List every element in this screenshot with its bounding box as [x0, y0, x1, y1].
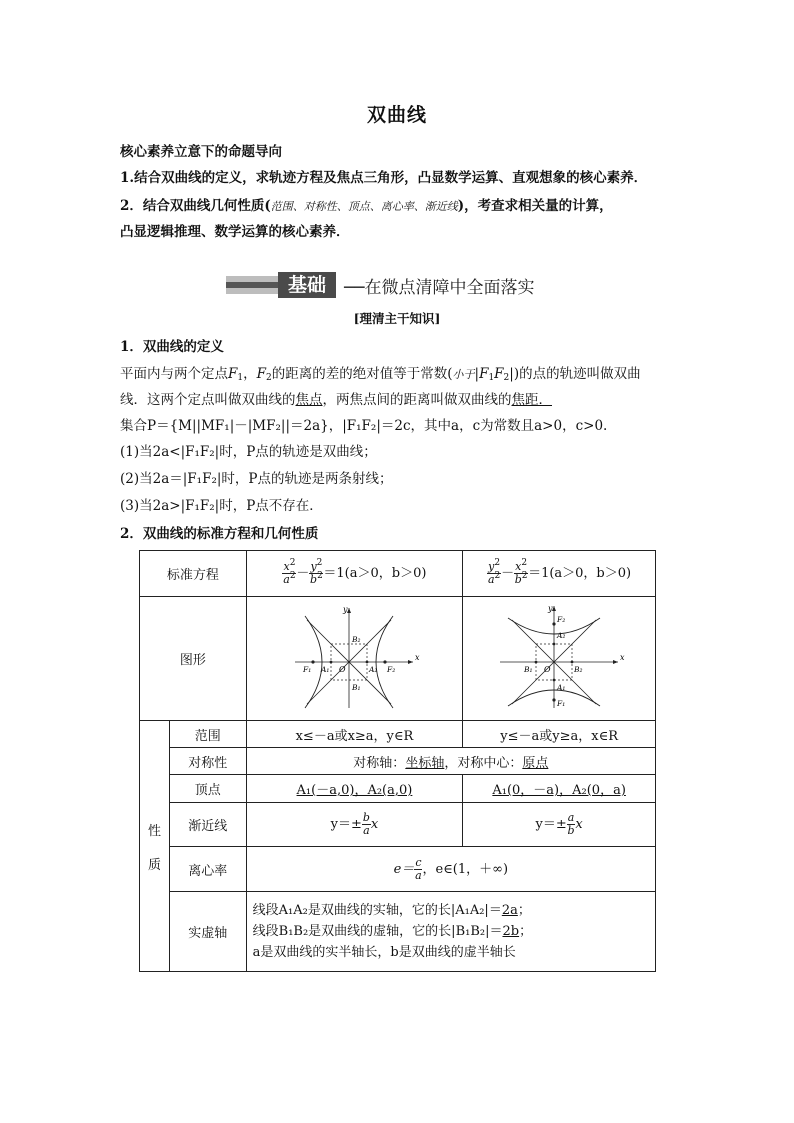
def-text-a: 平面内与两个定点	[120, 366, 228, 382]
properties-table	[139, 550, 656, 972]
page-title: 双曲线	[366, 104, 427, 126]
f1-label-v: F₁	[557, 698, 566, 708]
vertex-label: 顶点	[169, 775, 246, 803]
b1-label-v: B₁	[524, 664, 533, 674]
row-standard-equation	[140, 551, 656, 597]
focal-length-term: 焦距．	[511, 392, 552, 408]
graph-horizontal-cell	[246, 597, 463, 721]
def2-text-b: ，两焦点间的距离叫做双曲线的	[322, 392, 512, 408]
set-line: 集合P＝{M||MF₁|－|MF₂||＝2a}，|F₁F₂|＝2c，其中a，c为常数且a>0，c>0.	[120, 418, 608, 434]
properties-label	[140, 721, 170, 972]
def-small: 小于	[452, 368, 475, 381]
asym-prefix-1: y＝±	[330, 817, 362, 832]
banner-subtitle: ──在微点清障中全面落实	[344, 278, 535, 298]
section2-heading: 2．双曲线的标准方程和几何性质	[120, 526, 319, 542]
axis-line-2-end: ；	[519, 924, 533, 939]
ecc-suffix: ，e∈(1，＋∞)	[422, 861, 509, 877]
sym-axis: 坐标轴	[405, 755, 445, 771]
orientation-item-2-text-b: )，考查求相关量的计算，	[457, 198, 613, 214]
banner-word: 基础	[278, 272, 336, 298]
asym-prefix-2: y＝±	[535, 817, 567, 832]
sym-center: 原点	[522, 755, 549, 771]
std-label: 标准方程	[140, 551, 247, 597]
eccentricity-value: e＝ $\frac{c}{a}$ ，e∈(1，＋∞)	[246, 847, 655, 892]
row-symmetry	[140, 748, 656, 775]
orientation-heading: 核心素养立意下的命题导向	[120, 144, 282, 160]
a2-label-v: A₂	[557, 630, 566, 640]
range-horizontal: x≤－a或x≥a，y∈R	[246, 721, 463, 748]
equation-vertical: $\frac{y^2}{a^2}$ － $\frac{x^2}{b^2}$ ＝1(a＞0，b＞0)	[463, 551, 656, 597]
a1-label: A₁	[321, 664, 330, 674]
orientation-item-1: 1.结合双曲线的定义，求轨迹方程及焦点三角形，凸显数学运算、直观想象的核心素养．	[120, 170, 648, 186]
axis-line-3: a是双曲线的实半轴长，b是双曲线的虚半轴长	[252, 945, 516, 960]
subheading: [理清主干知识]	[353, 311, 441, 326]
axis-x-label-v: x	[620, 652, 625, 662]
graph-label: 图形	[140, 597, 247, 721]
section1-heading: 1．双曲线的定义	[120, 339, 224, 355]
vertex-vertical: A₁(0，－a)，A₂(0，a)	[463, 775, 656, 803]
orientation-item-2-text-a: 2．结合双曲线几何性质(	[120, 198, 271, 214]
axis-x-label: x	[415, 652, 420, 662]
f1-label: F₁	[303, 664, 312, 674]
b1-label: B₁	[352, 682, 361, 692]
asymptote-vertical: y＝± $\frac{a}{b}$ x	[463, 803, 656, 847]
eccentricity-label: 离心率	[169, 847, 246, 892]
equation-horizontal: $\frac{x^2}{a^2}$ － $\frac{y^2}{b^2}$ ＝1(a＞0，b＞0)	[246, 551, 463, 597]
row-asymptote	[140, 803, 656, 847]
orientation-item-2-cont: 凸显逻辑推理、数学运算的核心素养．	[120, 224, 350, 240]
section-banner	[226, 272, 566, 298]
def-text-c: )的点的轨迹叫做双曲	[513, 366, 641, 382]
axis-2b: 2b	[502, 924, 520, 939]
axis-y-label: y	[343, 604, 348, 614]
sym-text-a: 对称轴：	[353, 755, 406, 771]
b2-label: B₂	[352, 634, 361, 644]
b2-label-v: B₂	[574, 664, 583, 674]
row-axes	[140, 892, 656, 972]
row-eccentricity	[140, 847, 656, 892]
axis-line-1: 线段A₁A₂是双曲线的实轴，它的长|A₁A₂|＝	[252, 903, 502, 918]
axis-y-label-v: y	[548, 603, 553, 613]
orientation-item-2-small: 范围、对称性、顶点、离心率、渐近线	[270, 200, 458, 213]
sym-text-b: ，对称中心：	[444, 755, 523, 771]
axis-line-1-end: ；	[517, 903, 531, 918]
origin-label-v: O	[544, 664, 551, 674]
eq-tail-2: ＝1(a＞0，b＞0)	[528, 566, 632, 581]
hyperbola-vertical-graph	[494, 602, 624, 712]
row-range	[140, 721, 656, 748]
a2-label: A₂	[369, 664, 378, 674]
row-graph	[140, 597, 656, 721]
row-vertices	[140, 775, 656, 803]
f2-label-v: F₂	[557, 614, 566, 624]
asym-var-2: x	[575, 817, 583, 832]
case-2: (2)当2a＝|F₁F₂|时，P点的轨迹是两条射线；	[120, 471, 393, 487]
a1-label-v: A₁	[557, 682, 566, 692]
range-label: 范围	[169, 721, 246, 748]
graph-vertical-cell	[463, 597, 656, 721]
eq-tail-1: ＝1(a＞0，b＞0)	[323, 566, 427, 581]
axis-line-2: 线段B₁B₂是双曲线的虚轴，它的长|B₁B₂|＝	[252, 924, 503, 939]
vertex-horizontal: A₁(－a,0)，A₂(a,0)	[246, 775, 463, 803]
focus-term: 焦点	[295, 392, 323, 408]
asym-var-1: x	[370, 817, 379, 832]
hyperbola-horizontal-graph	[289, 602, 419, 712]
prop-label-1: 性	[147, 823, 161, 839]
prop-label-2: 质	[147, 857, 161, 873]
ecc-prefix: e＝	[393, 861, 415, 877]
origin-label: O	[339, 664, 347, 674]
case-3: (3)当2a>|F₁F₂|时，P点不存在．	[120, 498, 323, 514]
asymptote-horizontal: y＝± $\frac{b}{a}$ x	[246, 803, 463, 847]
symmetry-value	[246, 748, 655, 775]
range-vertical: y≤－a或y≥a，x∈R	[463, 721, 656, 748]
f2-label: F₂	[387, 664, 396, 674]
definition-line-1: 平面内与两个定点$F_1$，$F_2$的距离的差的绝对值等于常数(小于$|F_1F_2|$)的点的轨迹叫做双曲	[120, 366, 641, 383]
axes-value	[246, 892, 655, 972]
orientation-item-2	[120, 194, 613, 214]
axis-2a: 2a	[501, 903, 518, 918]
definition-line-2	[120, 388, 552, 408]
asymptote-label: 渐近线	[169, 803, 246, 847]
def2-text-a: 线．这两个定点叫做双曲线的	[120, 392, 296, 408]
case-1: (1)当2a<|F₁F₂|时，P点的轨迹是双曲线；	[120, 444, 377, 460]
axes-label: 实虚轴	[169, 892, 246, 972]
symmetry-label: 对称性	[169, 748, 246, 775]
def-text-b: 的距离的差的绝对值等于常数(	[271, 366, 453, 382]
